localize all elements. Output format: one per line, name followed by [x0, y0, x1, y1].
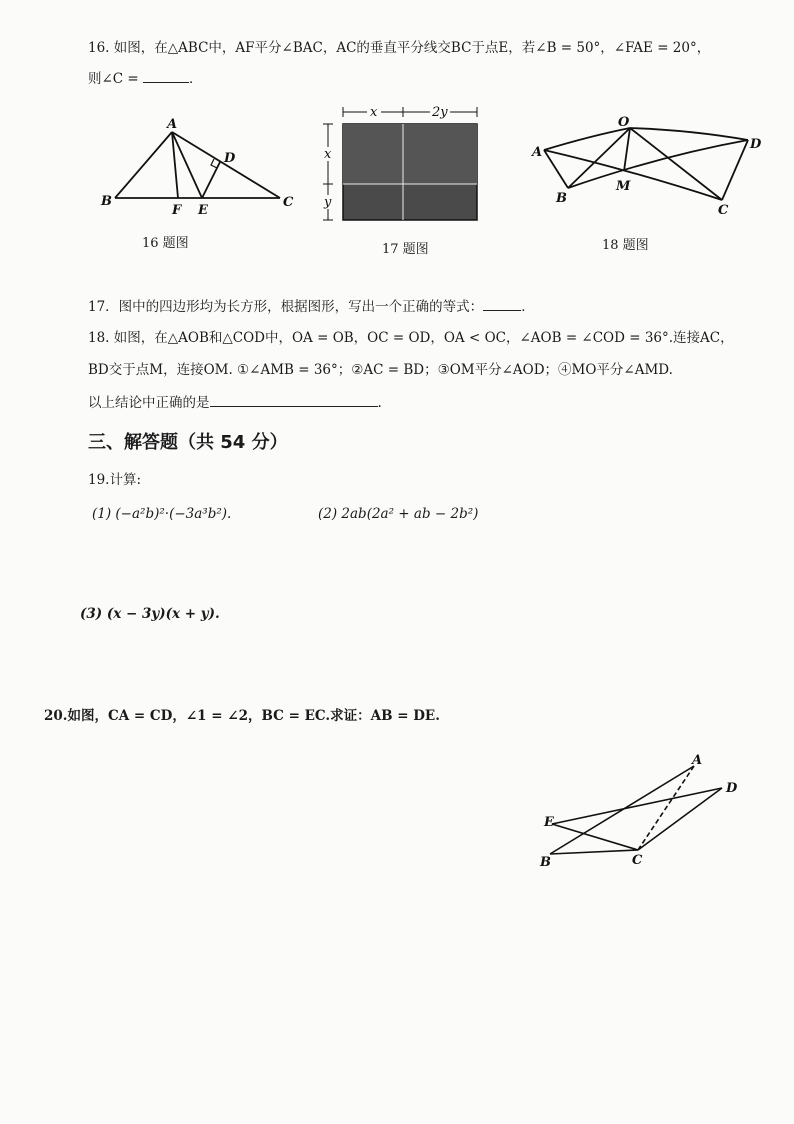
fig16-segment-ab — [115, 132, 172, 198]
q18-line1: 18. 如图，在△AOB和△COD中，OA = OB，OC = OD，OA < OC，∠AOB = ∠COD = 36°.连接AC， — [88, 330, 734, 346]
fig18-label-o: O — [618, 115, 630, 130]
q16-line2-end: ． — [189, 71, 203, 87]
figure-18 — [530, 116, 770, 216]
q16-line2-text: 则∠C = — [88, 71, 144, 87]
fig17-label-left-x: x — [324, 147, 332, 162]
fig20-segment-ec — [552, 824, 638, 850]
fig16-label-c: C — [283, 195, 294, 210]
q16-answer-blank[interactable] — [143, 68, 189, 83]
fig20-segment-ac — [638, 766, 694, 850]
fig16-label-b: B — [101, 194, 112, 209]
q18-caption: 18 题图 — [602, 238, 649, 253]
fig16-label-d: D — [224, 151, 236, 166]
fig20-label-c: C — [632, 853, 643, 868]
fig20-label-e: E — [544, 815, 554, 830]
q16-line1: 16. 如图，在△ABC中，AF平分∠BAC，AC的垂直平分线交BC于点E，若∠B = 50°，∠FAE = 20°， — [88, 40, 711, 56]
q19-title: 19.计算: — [88, 472, 142, 488]
fig20-segment-bc — [550, 850, 638, 854]
q16-line2 — [88, 68, 203, 89]
q17-text-end: ． — [521, 299, 535, 315]
q17-answer-blank[interactable] — [483, 296, 521, 311]
figure-20 — [540, 753, 750, 870]
fig18-segment-dc — [722, 140, 748, 200]
fig16-label-e: E — [198, 203, 208, 218]
fig18-segment-om — [624, 128, 630, 171]
q16-caption: 16 题图 — [142, 236, 189, 251]
fig17-label-left-y: y — [324, 195, 332, 210]
q17-caption: 17 题图 — [382, 242, 429, 257]
fig20-label-d: D — [726, 781, 738, 796]
q19-part3: (3) (x − 3y)(x + y). — [80, 606, 220, 622]
figure-17 — [318, 102, 488, 227]
q19-part2: (2) 2ab(2a² + ab − 2b²) — [318, 506, 479, 522]
q18-answer-blank[interactable] — [210, 392, 378, 407]
figure-16 — [100, 118, 300, 228]
fig18-label-d: D — [750, 137, 762, 152]
q20-text: 20.如图，CA = CD，∠1 = ∠2，BC = EC.求证：AB = DE. — [44, 708, 440, 724]
fig17-top-region — [343, 124, 477, 184]
fig18-segment-od — [630, 128, 748, 140]
q18-line3-text: 以上结论中正确的是 — [88, 395, 210, 411]
q19-part1: (1) (−a²b)²·(−3a³b²). — [92, 506, 232, 522]
fig17-label-top-2y: 2y — [432, 105, 448, 120]
fig16-label-f: F — [172, 203, 182, 218]
fig17-label-top-x: x — [370, 105, 378, 120]
fig16-label-a: A — [167, 117, 178, 132]
q18-line3 — [88, 392, 382, 413]
fig18-label-a: A — [532, 145, 543, 160]
q17-text: 17．图中的四边形均为长方形，根据图形，写出一个正确的等式： — [88, 299, 484, 315]
fig20-label-b: B — [540, 855, 551, 870]
fig16-segment-ed — [202, 162, 220, 198]
fig20-segment-ba — [550, 766, 694, 854]
fig18-segment-ao — [544, 128, 630, 150]
q18-line3-end: . — [377, 395, 382, 411]
fig16-right-angle-mark — [211, 159, 217, 168]
q18-line2: BD交于点M，连接OM. ①∠AMB = 36°；②AC = BD；③OM平分∠AOD；④MO平分∠AMD. — [88, 362, 673, 378]
fig18-label-b: B — [556, 191, 567, 206]
fig18-label-m: M — [616, 179, 631, 194]
fig18-segment-ac — [544, 150, 722, 200]
fig20-label-a: A — [692, 753, 703, 768]
section-3-title: 三、解答题（共 54 分） — [88, 432, 288, 453]
fig18-label-c: C — [718, 203, 729, 218]
q17-text-line — [88, 296, 535, 317]
